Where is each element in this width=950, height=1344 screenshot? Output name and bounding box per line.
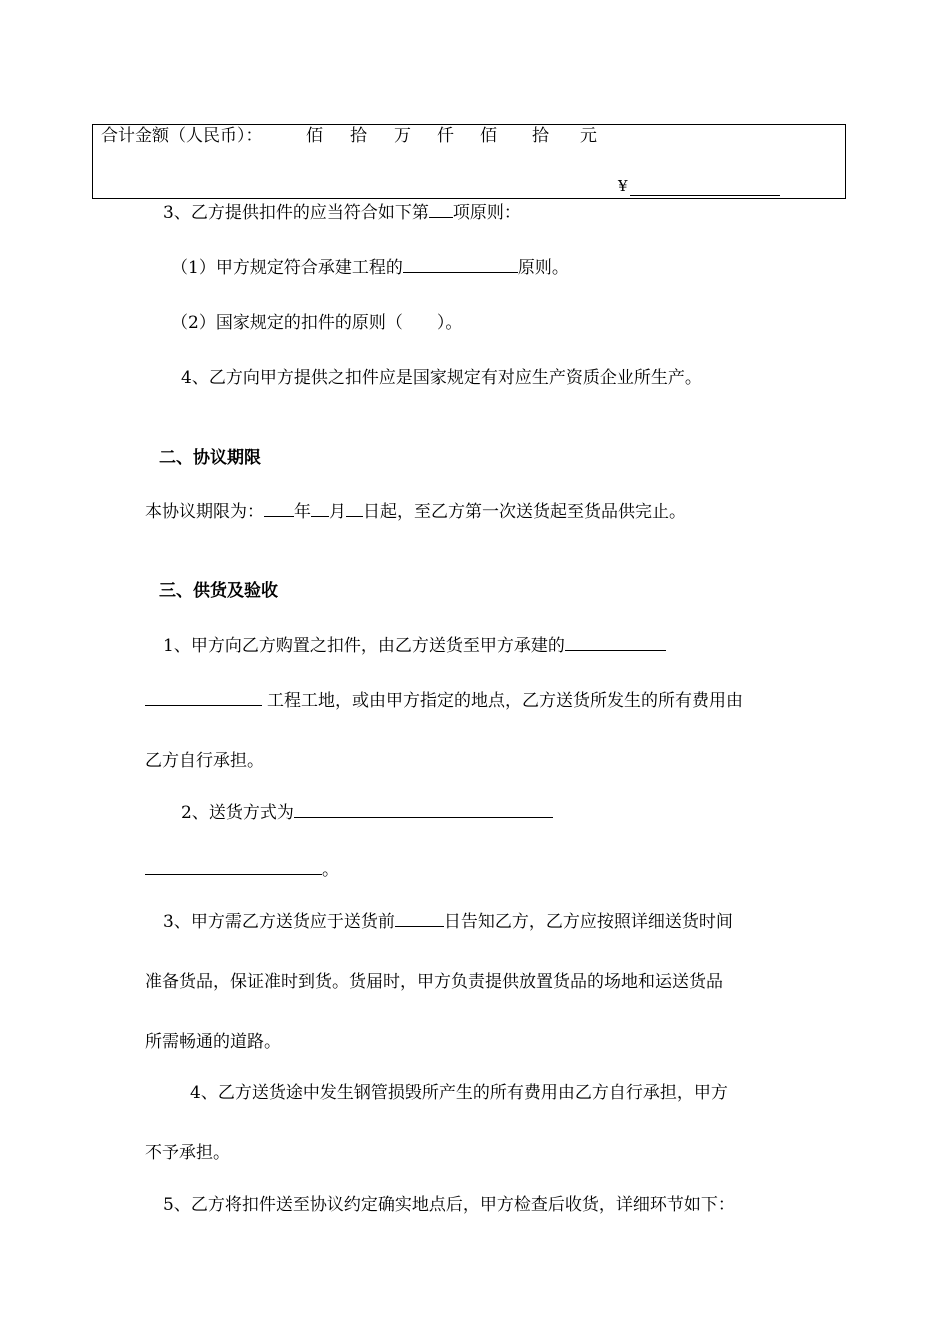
delivery-1-line-2: 工程工地，或由甲方指定的地点，乙方送货所发生的所有费用由 xyxy=(145,693,743,710)
delivery-4-line-1: 4、乙方送货途中发生钢管损毁所产生的所有费用由乙方自行承担，甲方 xyxy=(190,1083,728,1103)
delivery-3-line-1: 3、甲方需乙方送货应于送货前 日告知乙方，乙方应按照详细送货时间 xyxy=(163,912,733,932)
clause-3-2: （2）国家规定的扣件的原则（ ）。 xyxy=(171,313,463,333)
delivery-3-line-3: 所需畅通的道路。 xyxy=(145,1032,281,1052)
unit-bai: 佰 xyxy=(306,126,323,146)
total-amount-label: 合计金额（人民币）： xyxy=(101,126,263,146)
unit-yuan: 元 xyxy=(580,126,597,146)
clause-3: 3、乙方提供扣件的应当符合如下第 项原则： xyxy=(163,203,521,223)
yuan-symbol: ¥ xyxy=(618,177,628,195)
delivery-1-line-3: 乙方自行承担。 xyxy=(145,751,264,771)
clause-4: 4、乙方向甲方提供之扣件应是国家规定有对应生产资质企业所生产。 xyxy=(181,368,702,388)
delivery-2-line-2: 。 xyxy=(145,862,339,879)
amount-blank xyxy=(630,194,780,196)
clause-3-1: （1）甲方规定符合承建工程的 原则。 xyxy=(171,258,569,278)
delivery-2-line-1: 2、送货方式为 xyxy=(181,805,553,822)
unit-shi-2: 拾 xyxy=(532,126,549,146)
section-2-heading: 二、协议期限 xyxy=(159,448,261,468)
term-line: 本协议期限为： 年 月 日起，至乙方第一次送货起至货品供完止。 xyxy=(145,502,686,522)
delivery-1-line-1: 1、甲方向乙方购置之扣件，由乙方送货至甲方承建的 xyxy=(163,638,666,655)
unit-wan: 万 xyxy=(394,126,411,146)
delivery-3-line-2: 准备货品，保证准时到货。货届时，甲方负责提供放置货品的场地和运送货品 xyxy=(145,972,723,992)
delivery-5-line: 5、乙方将扣件送至协议约定确实地点后，甲方检查后收货，详细环节如下： xyxy=(163,1195,735,1215)
unit-qian: 仟 xyxy=(437,126,454,146)
delivery-4-line-2: 不予承担。 xyxy=(145,1143,230,1163)
unit-shi: 拾 xyxy=(350,126,367,146)
unit-bai-2: 佰 xyxy=(480,126,497,146)
section-3-heading: 三、供货及验收 xyxy=(159,581,278,601)
